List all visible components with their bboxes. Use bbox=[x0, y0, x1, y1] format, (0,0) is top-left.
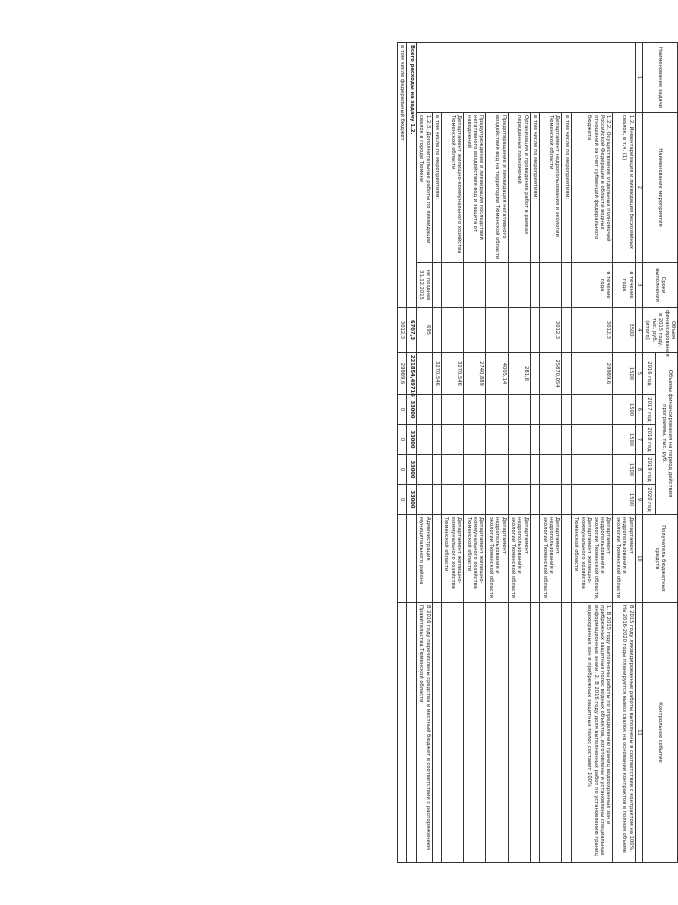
cell-y2019 bbox=[571, 455, 612, 485]
cell-recipient: Департамент недропользования и экологии Тюменской области bbox=[613, 515, 635, 603]
cell-event bbox=[562, 603, 571, 863]
cell-y2017 bbox=[486, 395, 508, 425]
total-y2016: 29989,6 bbox=[397, 353, 406, 395]
cell-y2016: 281,8 bbox=[508, 353, 530, 395]
cell-event bbox=[540, 603, 562, 863]
total-y2019: 33000 bbox=[407, 455, 416, 485]
col-num: 2 bbox=[635, 113, 642, 263]
cell-y2020 bbox=[508, 485, 530, 515]
cell-y2019 bbox=[432, 455, 441, 485]
table-row bbox=[486, 43, 508, 863]
cell-measure: 1.2.3. Дополнительные работы по ликвидации свалок в городе Тюмени bbox=[416, 113, 432, 263]
cell-measure: в том числе по мероприятиям: bbox=[530, 113, 539, 263]
cell-y2020 bbox=[486, 485, 508, 515]
cell-y2020 bbox=[562, 485, 571, 515]
cell-event bbox=[464, 603, 486, 863]
cell-total: 3012,3 bbox=[540, 308, 562, 353]
cell-total bbox=[530, 308, 539, 353]
cell-y2020: 1500 bbox=[613, 485, 635, 515]
cell-y2020 bbox=[464, 485, 486, 515]
cell-y2020 bbox=[416, 485, 432, 515]
header-2020: 2020 год bbox=[642, 485, 655, 515]
cell-term bbox=[508, 263, 530, 308]
cell-y2016: 4005,14 bbox=[486, 353, 508, 395]
table-row bbox=[464, 43, 486, 863]
cell-recipient bbox=[432, 515, 441, 603]
cell-y2017 bbox=[571, 395, 612, 425]
cell-term bbox=[486, 263, 508, 308]
total-total: 6707,3 bbox=[407, 308, 416, 353]
cell-y2016: 29989,6 bbox=[571, 353, 612, 395]
cell-y2020 bbox=[442, 485, 464, 515]
cell-y2020 bbox=[571, 485, 612, 515]
col-num: 9 bbox=[635, 485, 642, 515]
program-table bbox=[397, 42, 678, 863]
cell-y2018 bbox=[571, 425, 612, 455]
total-y2020: 0 bbox=[397, 485, 406, 515]
table-row bbox=[442, 43, 464, 863]
table-row bbox=[508, 43, 530, 863]
col-num: 5 bbox=[635, 353, 642, 395]
cell-measure: Департамент недропользования и экологии Тюменской области bbox=[540, 113, 562, 263]
cell-y2016: 25870,054 bbox=[540, 353, 562, 395]
total-y2019: 0 bbox=[397, 455, 406, 485]
cell-recipient: Департамент жилищно-коммунального хозяйства Тюменской области bbox=[442, 515, 464, 603]
table-row bbox=[432, 43, 441, 863]
total-y2016: 221854,49716 bbox=[407, 353, 416, 395]
cell-total bbox=[464, 308, 486, 353]
cell-recipient: Департамент недропользования и экологии Тюменской области bbox=[486, 515, 508, 603]
empty-cell bbox=[407, 603, 416, 863]
cell-y2016 bbox=[530, 353, 539, 395]
header-total: Объем финансирования в 2015 году, тыс. руб. (итого) bbox=[642, 308, 677, 353]
cell-y2017: 1500 bbox=[613, 395, 635, 425]
total-y2017: 33000 bbox=[407, 395, 416, 425]
cell-y2016: 3270,546 bbox=[442, 353, 464, 395]
cell-y2019 bbox=[486, 455, 508, 485]
cell-y2018 bbox=[508, 425, 530, 455]
cell-event bbox=[486, 603, 508, 863]
cell-measure: Организация и проведение работ в рамках переданных полномочий bbox=[508, 113, 530, 263]
cell-y2018 bbox=[562, 425, 571, 455]
cell-term: в течение года bbox=[613, 263, 635, 308]
cell-recipient: Департамент жилищно-коммунального хозяйства Тюменской области bbox=[464, 515, 486, 603]
total-y2017: 0 bbox=[397, 395, 406, 425]
col-num: 10 bbox=[635, 515, 642, 603]
cell-recipient bbox=[530, 515, 539, 603]
empty-cell bbox=[397, 515, 406, 603]
header-2018: 2018 год bbox=[642, 425, 655, 455]
header-recipient: Получатель бюджетных средств bbox=[642, 515, 677, 603]
empty-cell bbox=[407, 515, 416, 603]
empty-cell bbox=[397, 603, 406, 863]
col-num: 11 bbox=[635, 603, 642, 863]
col-num: 3 bbox=[635, 263, 642, 308]
cell-y2018 bbox=[540, 425, 562, 455]
cell-y2018 bbox=[464, 425, 486, 455]
cell-event bbox=[432, 603, 441, 863]
cell-y2016 bbox=[416, 353, 432, 395]
cell-y2017 bbox=[442, 395, 464, 425]
cell-term bbox=[464, 263, 486, 308]
col-num: 4 bbox=[635, 308, 642, 353]
cell-measure: в том числе по мероприятиям: bbox=[432, 113, 441, 263]
header-2019: 2019 год bbox=[642, 455, 655, 485]
cell-y2020 bbox=[540, 485, 562, 515]
table-row bbox=[571, 43, 612, 863]
cell-y2018: 1500 bbox=[613, 425, 635, 455]
cell-recipient: Департамент недропользования и экологии Тюменской области bbox=[540, 515, 562, 603]
cell-y2018 bbox=[530, 425, 539, 455]
cell-recipient bbox=[562, 515, 571, 603]
table-row bbox=[562, 43, 571, 863]
cell-total bbox=[442, 308, 464, 353]
total-row bbox=[407, 43, 416, 863]
cell-total: 3012,3 bbox=[571, 308, 612, 353]
table-row bbox=[416, 43, 432, 863]
column-number-row bbox=[635, 43, 642, 863]
cell-event bbox=[530, 603, 539, 863]
cell-recipient: Департамент недропользования и экологии Тюменской области, Департамент жилищно-коммунального хозяйства Тюменской области bbox=[571, 515, 612, 603]
cell-term bbox=[540, 263, 562, 308]
cell-total bbox=[562, 308, 571, 353]
cell-total bbox=[508, 308, 530, 353]
cell-y2019 bbox=[416, 455, 432, 485]
cell-y2019 bbox=[540, 455, 562, 485]
col-num: 1 bbox=[635, 43, 642, 113]
cell-measure: Предупреждение и ликвидация последствий негативного воздействия вод и защита от наводнений bbox=[464, 113, 486, 263]
header-event: Контрольное событие bbox=[642, 603, 677, 863]
cell-y2018 bbox=[416, 425, 432, 455]
cell-y2017 bbox=[432, 395, 441, 425]
cell-y2018 bbox=[432, 425, 441, 455]
cell-term bbox=[432, 263, 441, 308]
total-label: в том числе федеральный бюджет bbox=[397, 43, 406, 308]
header-term: Сроки выполнения bbox=[642, 263, 677, 308]
cell-y2018 bbox=[486, 425, 508, 455]
cell-y2018 bbox=[442, 425, 464, 455]
total-y2018: 0 bbox=[397, 425, 406, 455]
task-cell bbox=[416, 43, 635, 113]
cell-y2019 bbox=[508, 455, 530, 485]
cell-event bbox=[442, 603, 464, 863]
col-num: 6 bbox=[635, 395, 642, 425]
cell-recipient: Департамент недропользования и экологии Тюменской области bbox=[508, 515, 530, 603]
cell-y2017 bbox=[540, 395, 562, 425]
cell-measure: 1.2. Инвентаризация и ликвидация бесхозяйных свалок, в т.ч. (1) bbox=[613, 113, 635, 263]
cell-y2020 bbox=[432, 485, 441, 515]
header-task: Наименование задачи bbox=[642, 43, 677, 113]
cell-y2019 bbox=[464, 455, 486, 485]
rotated-page bbox=[0, 42, 678, 862]
header-2016: 2016 год bbox=[642, 353, 655, 395]
cell-y2017 bbox=[508, 395, 530, 425]
cell-y2016: 3270,546 bbox=[432, 353, 441, 395]
cell-event: В 2016 году перечислены средства в местный бюджет в соответствии с распоряжением Правительства Тюменской области bbox=[416, 603, 432, 863]
cell-y2016: 1500 bbox=[613, 353, 635, 395]
cell-measure: Департамент жилищно-коммунального хозяйства Тюменской области bbox=[442, 113, 464, 263]
total-y2020: 33000 bbox=[407, 485, 416, 515]
col-num: 7 bbox=[635, 425, 642, 455]
total-y2018: 33000 bbox=[407, 425, 416, 455]
cell-term bbox=[442, 263, 464, 308]
cell-y2019: 1500 bbox=[613, 455, 635, 485]
cell-total bbox=[432, 308, 441, 353]
cell-event: В 2015 году ликвидированные работы выполнены в соответствии с контрактом на 100%. На 2016-2020 годы планируется вывоз свалок на основании контрактов в полном объеме bbox=[613, 603, 635, 863]
cell-y2016: 2740,889 bbox=[464, 353, 486, 395]
cell-y2016 bbox=[562, 353, 571, 395]
cell-term: не позднее 31.12.2015 bbox=[416, 263, 432, 308]
table-row bbox=[540, 43, 562, 863]
table-row bbox=[613, 43, 635, 863]
total-label: Всего расходы на задачу 1.2. bbox=[407, 43, 416, 308]
cell-y2017 bbox=[464, 395, 486, 425]
cell-event: 1. В 2015 году выполнены работы по определению границ водоохранных зон и прибрежных защитных полос водных объектов, изготовлены и установлены специальные информационные знаки. 2. В 2016 году доля выполненных работ по установлению границ водоохранных зон и прибрежных защитных полос составит 100% bbox=[571, 603, 612, 863]
cell-total bbox=[486, 308, 508, 353]
total-total: 3012,3 bbox=[397, 308, 406, 353]
cell-y2017 bbox=[562, 395, 571, 425]
cell-term bbox=[530, 263, 539, 308]
cell-event bbox=[508, 603, 530, 863]
header-measure: Наименование мероприятия bbox=[642, 113, 677, 263]
cell-y2017 bbox=[530, 395, 539, 425]
cell-measure: 1.2.2. Осуществление отдельных полномочий Российской Федерации в области водных отношений за счет субвенций федерального бюджета bbox=[571, 113, 612, 263]
total-row bbox=[397, 43, 406, 863]
cell-recipient: Администрация муниципального района bbox=[416, 515, 432, 603]
cell-measure: Предотвращение и ликвидация негативного воздействия вод на территории Тюменской области bbox=[486, 113, 508, 263]
col-num: 8 bbox=[635, 455, 642, 485]
cell-y2019 bbox=[442, 455, 464, 485]
cell-y2019 bbox=[562, 455, 571, 485]
cell-total: 695 bbox=[416, 308, 432, 353]
cell-total: 3500 bbox=[613, 308, 635, 353]
cell-term: в течение года bbox=[571, 263, 612, 308]
cell-y2017 bbox=[416, 395, 432, 425]
cell-y2019 bbox=[530, 455, 539, 485]
header-2017: 2017 год bbox=[642, 395, 655, 425]
cell-term bbox=[562, 263, 571, 308]
table-row bbox=[530, 43, 539, 863]
cell-y2020 bbox=[530, 485, 539, 515]
cell-measure: в том числе по мероприятиям: bbox=[562, 113, 571, 263]
header-volumes: Объемы финансирования на период действия программы, тыс. руб. bbox=[656, 353, 678, 515]
